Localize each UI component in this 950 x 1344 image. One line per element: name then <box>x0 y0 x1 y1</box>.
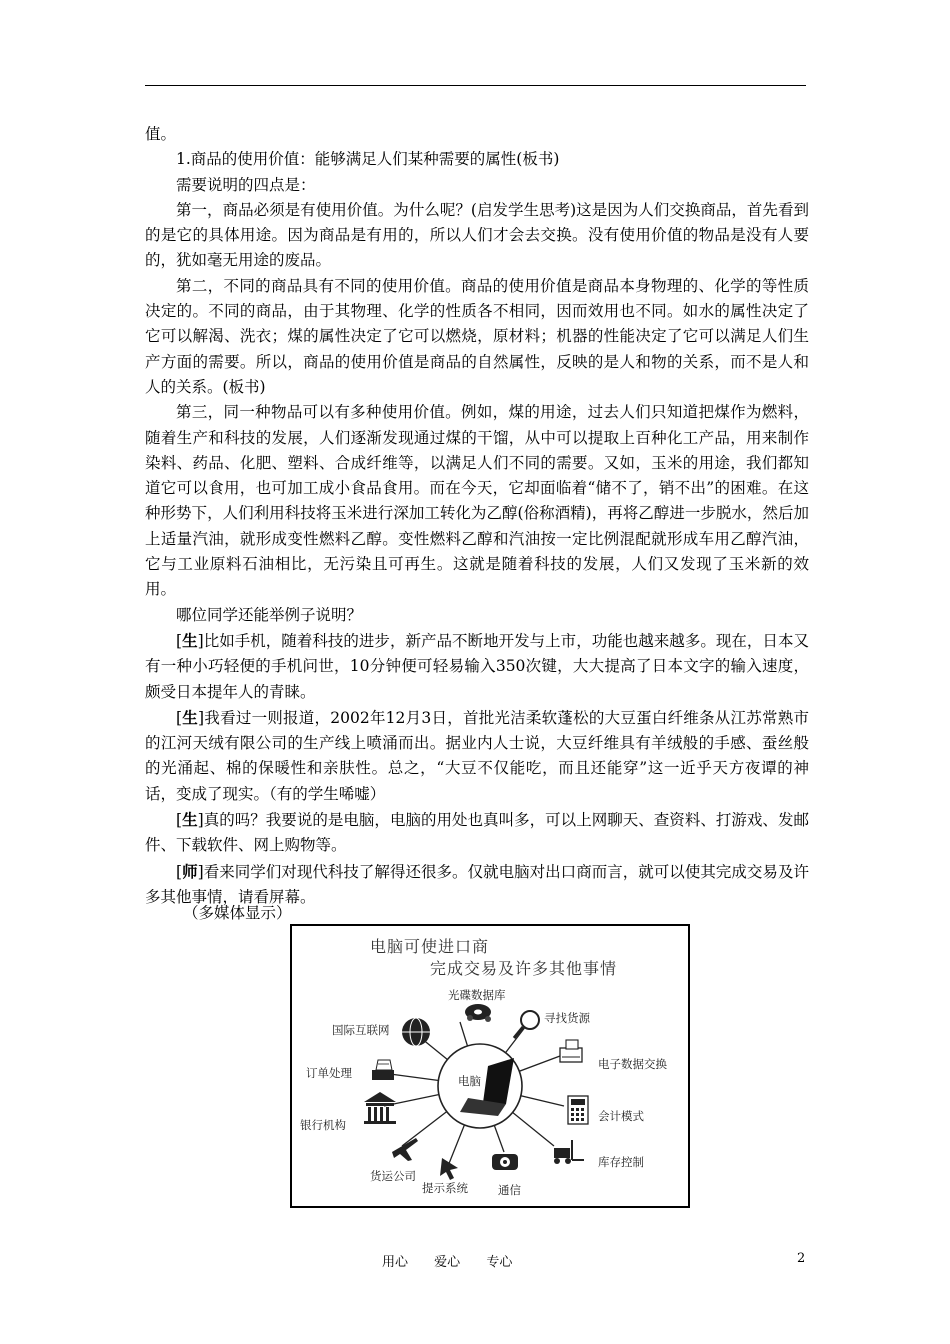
bank-building-icon <box>364 1092 396 1124</box>
node-label: 货运公司 <box>370 1169 416 1183</box>
paragraph: 1.商品的使用价值：能够满足人们某种需要的属性(板书) <box>176 150 560 169</box>
dialogue-line <box>145 807 809 859</box>
footer-motto: 用心 <box>382 1255 409 1270</box>
dialogue-text: 我看过一则报道，2002年12月3日，首批光洁柔软蓬松的大豆蛋白纤维条从江苏常熟市的江河天绒有限公司的生产线上喷涌而出。据业内人士说，大豆纤维具有羊绒般的手感、蚕丝般的光涌起、棉的保暖性和亲肤性。总之，“大豆不仅能吃，而且还能穿”这一近乎天方夜谭的神话，变成了现实。（有的学生唏嘘） <box>145 708 809 803</box>
paragraph: 值。 <box>145 125 177 143</box>
page-footer <box>382 1251 524 1270</box>
node-label: 会计模式 <box>598 1109 644 1123</box>
center-label: 电脑 <box>458 1074 481 1088</box>
node-label: 银行机构 <box>300 1118 346 1132</box>
header-rule <box>145 85 806 86</box>
printer-icon <box>372 1060 394 1080</box>
calculator-icon <box>568 1096 588 1124</box>
footer-motto: 爱心 <box>434 1255 461 1270</box>
node-label: 提示系统 <box>422 1181 468 1195</box>
node-label: 库存控制 <box>598 1155 644 1169</box>
globe-icon <box>402 1018 430 1046</box>
bracket-close: ] <box>198 708 205 727</box>
bracket-close: ] <box>197 862 204 881</box>
node-label: 光碟数据库 <box>448 988 506 1002</box>
bracket-close: ] <box>197 811 204 830</box>
page-body <box>145 122 809 910</box>
pointer-icon <box>440 1158 458 1180</box>
dialogue-text: 比如手机，随着科技的进步，新产品不断地开发与上市，功能也越来越多。现在，日本又有一种小巧轻便的手机问世，10分钟便可轻易输入350次键，大大提高了日本文字的输入速度，颇受日本提年人的青睐。 <box>145 631 809 701</box>
paragraph: 哪位同学还能举例子说明？ <box>176 605 363 624</box>
node-label: 电子数据交换 <box>598 1057 667 1071</box>
footer-motto: 专心 <box>486 1255 513 1270</box>
speaker-label: 生 <box>182 707 199 727</box>
paragraph: 需要说明的四点是： <box>176 175 316 194</box>
dialogue-line <box>145 628 809 705</box>
magnifier-icon <box>514 1011 539 1038</box>
fax-machine-icon <box>560 1040 582 1062</box>
speaker-label: 生 <box>182 630 198 650</box>
speaker-label: 师 <box>182 861 198 881</box>
disc-database-icon <box>465 1004 491 1022</box>
bracket-open: [ <box>176 862 183 881</box>
bracket-open: [ <box>176 631 183 650</box>
bracket-open: [ <box>176 708 183 727</box>
airplane-icon <box>392 1138 418 1161</box>
forklift-icon <box>554 1140 584 1164</box>
dialogue-text: 真的吗？我要说的是电脑，电脑的用处也真叫多，可以上网聊天、查资料、打游戏、发邮件、下载软件、网上购物等。 <box>145 811 809 855</box>
page-number: 2 <box>797 1251 806 1266</box>
figure-title-line2: 完成交易及许多其他事情 <box>430 959 618 978</box>
computer-uses-figure <box>290 924 690 1208</box>
node-label: 寻找货源 <box>544 1011 590 1025</box>
figure-title-line1: 电脑可使进口商 <box>370 937 490 956</box>
bracket-open: [ <box>176 811 183 830</box>
dialogue-text: 看来同学们对现代科技了解得还很多。仅就电脑对出口商而言，就可以使其完成交易及许多其他事情，请看屏幕。 <box>145 862 809 906</box>
dialogue-line <box>145 705 809 807</box>
paragraph: 第二，不同的商品具有不同的使用价值。商品的使用价值是商品本身物理的、化学的等性质决定的。不同的商品，由于其物理、化学的性质各不相同，因而效用也不同。如水的属性决定了它可以解渴、洗衣；煤的属性决定了它可以燃烧，原材料；机器的性能决定了它可以满足人们生产方面的需要。所以，商品的使用价值是商品的自然属性，反映的是人和物的关系，而不是人和人的关系。(板书) <box>145 276 809 396</box>
figure-caption: （多媒体显示） <box>183 904 292 922</box>
node-label: 国际互联网 <box>332 1023 390 1037</box>
bracket-close: ] <box>197 631 204 650</box>
node-label: 通信 <box>498 1183 521 1197</box>
paragraph: 第三，同一种物品可以有多种使用价值。例如，煤的用途，过去人们只知道把煤作为燃料，随着生产和科技的发展，人们逐渐发现通过煤的干馏，从中可以提取上百种化工产品，用来制作染料、药品、化肥、塑料、合成纤维等，以满足人们不同的需要。又如，玉米的用途，我们都知道它可以食用，也可加工成小食品食用。而在今天，它却面临着“储不了，销不出”的困难。在这种形势下，人们利用科技将玉米进行深加工转化为乙醇(俗称酒精)，再将乙醇进一步脱水，然后加上适量汽油，就形成变性燃料乙醇。变性燃料乙醇和汽油按一定比例混配就形成车用乙醇汽油，它与工业原料石油相比，无污染且可再生。这就是随着科技的发展，人们又发现了玉米新的效用。 <box>145 403 809 599</box>
speaker-label: 生 <box>182 810 198 830</box>
node-label: 订单处理 <box>306 1066 352 1080</box>
paragraph: 第一，商品必须是有使用价值。为什么呢？(启发学生思考)这是因为人们交换商品，首先看到的是它的具体用途。因为商品是有用的，所以人们才会去交换。没有使用价值的物品是没有人要的，犹如毫无用途的废品。 <box>145 200 809 270</box>
telephone-icon <box>492 1154 518 1170</box>
